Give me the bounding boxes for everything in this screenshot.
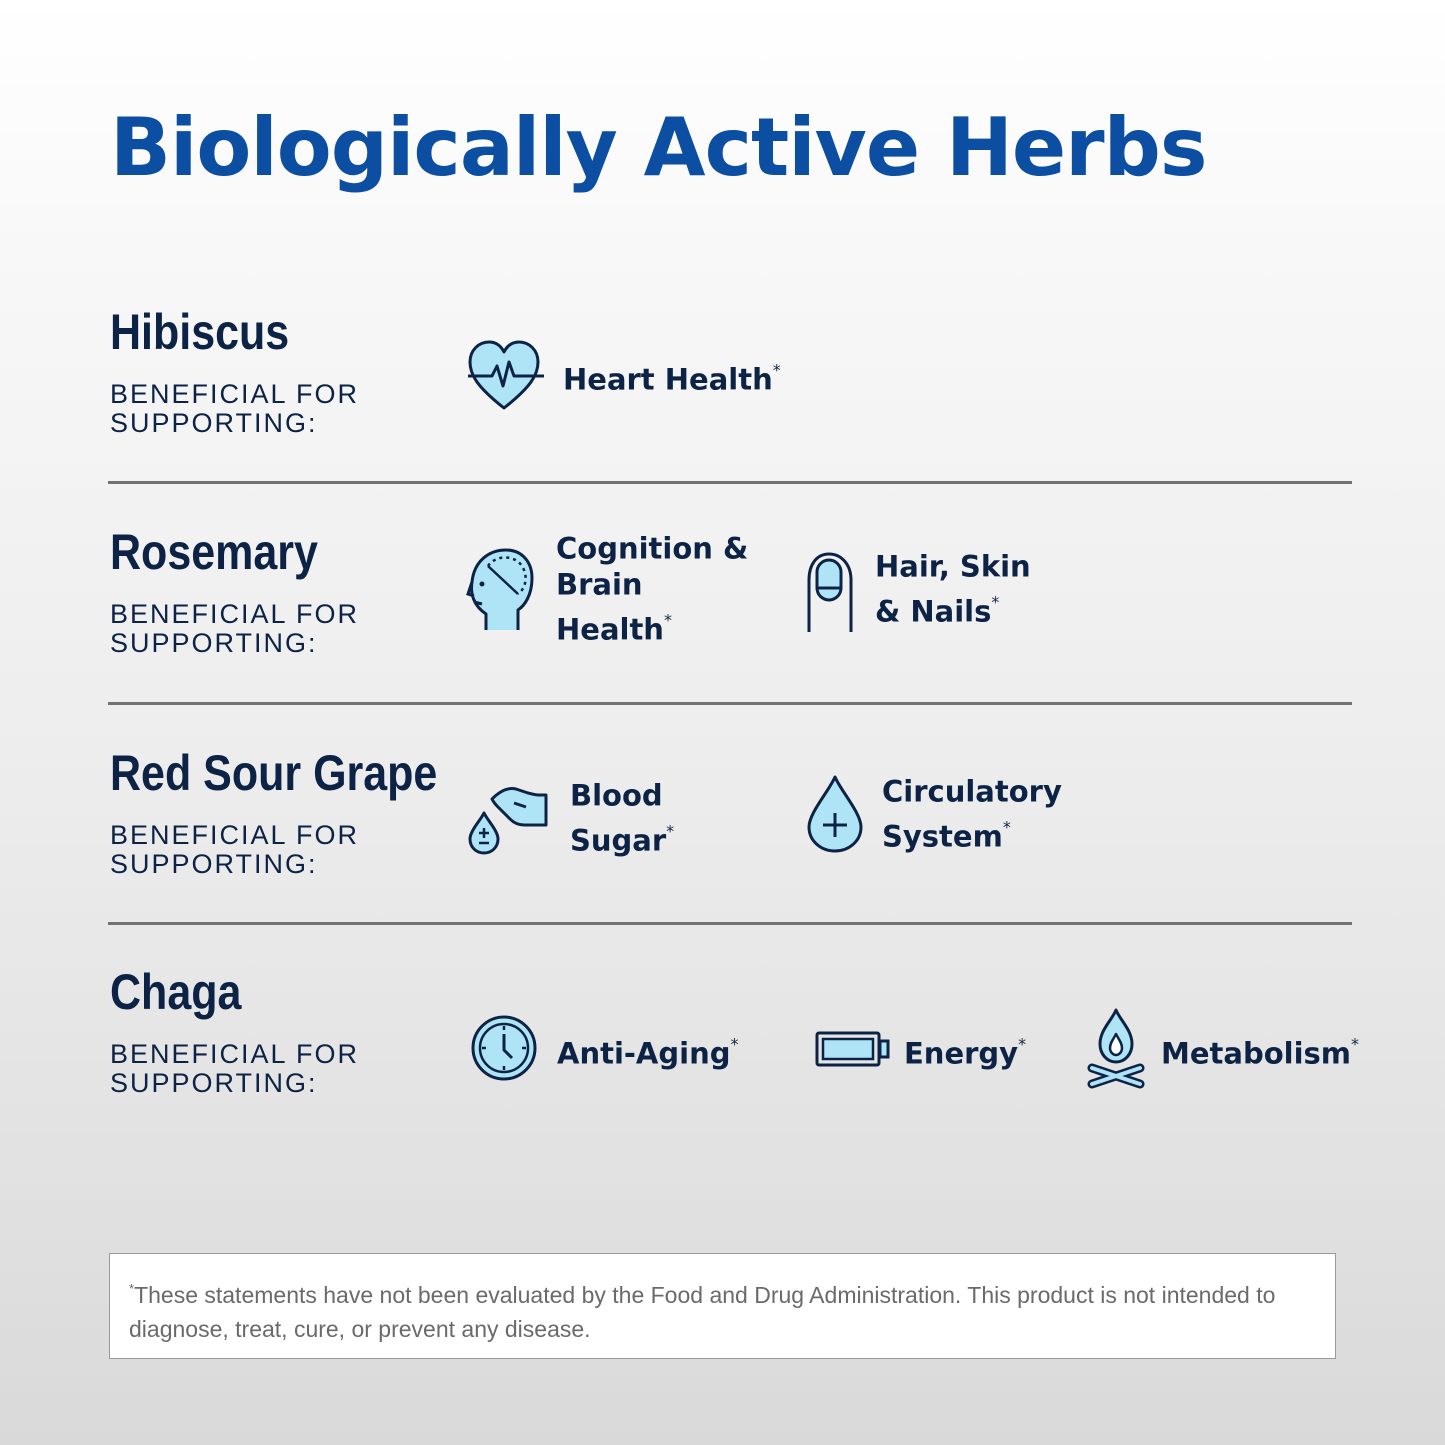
benefit-label: Metabolism* bbox=[1161, 1034, 1360, 1071]
benefit-hair-skin-nails bbox=[805, 544, 1065, 634]
herb-subtitle: BENEFICIAL FOR SUPPORTING: bbox=[110, 820, 360, 879]
section-divider bbox=[108, 922, 1352, 925]
benefit-label: Circulatory System* bbox=[882, 774, 1062, 854]
benefit-anti-aging bbox=[470, 1004, 750, 1094]
disclaimer-box bbox=[109, 1253, 1336, 1359]
herb-subtitle: BENEFICIAL FOR SUPPORTING: bbox=[110, 379, 360, 438]
herb-subtitle: BENEFICIAL FOR SUPPORTING: bbox=[110, 599, 360, 658]
section-divider bbox=[108, 702, 1352, 705]
finger-nail-icon bbox=[805, 544, 885, 634]
herb-name: Rosemary bbox=[110, 524, 318, 580]
disclaimer-text: *These statements have not been evaluated by the Food and Drug Administration. This product is not intended to diagnose, treat, cure, or prevent any disease. bbox=[129, 1281, 1276, 1342]
benefit-label: Anti-Aging* bbox=[557, 1034, 739, 1071]
benefit-cognition bbox=[466, 531, 766, 647]
benefit-energy bbox=[814, 1004, 1044, 1094]
benefit-circulatory-system bbox=[805, 769, 1065, 859]
section-divider bbox=[108, 481, 1352, 484]
herb-name: Hibiscus bbox=[110, 304, 290, 360]
benefit-label: Energy* bbox=[904, 1034, 1027, 1071]
herb-name: Chaga bbox=[110, 964, 242, 1020]
clock-icon bbox=[470, 1004, 550, 1094]
herb-name: Red Sour Grape bbox=[110, 745, 438, 801]
battery-icon bbox=[814, 1004, 894, 1094]
benefit-label: Hair, Skin & Nails* bbox=[875, 549, 1031, 629]
benefit-blood-sugar bbox=[466, 773, 696, 863]
benefit-label: Blood Sugar* bbox=[570, 778, 675, 858]
blood-drop-plus-icon bbox=[805, 769, 885, 859]
benefit-heart-health bbox=[466, 330, 786, 420]
herb-subtitle: BENEFICIAL FOR SUPPORTING: bbox=[110, 1039, 360, 1098]
heart-pulse-icon bbox=[466, 330, 546, 420]
campfire-icon bbox=[1086, 1004, 1166, 1094]
head-brain-icon bbox=[466, 544, 546, 634]
benefit-label: Heart Health* bbox=[563, 360, 781, 397]
hand-drop-icon bbox=[466, 773, 546, 863]
benefit-label: Cognition & Brain Health* bbox=[556, 531, 749, 647]
page-title: Biologically Active Herbs bbox=[110, 101, 1207, 194]
benefit-metabolism bbox=[1086, 1004, 1360, 1094]
